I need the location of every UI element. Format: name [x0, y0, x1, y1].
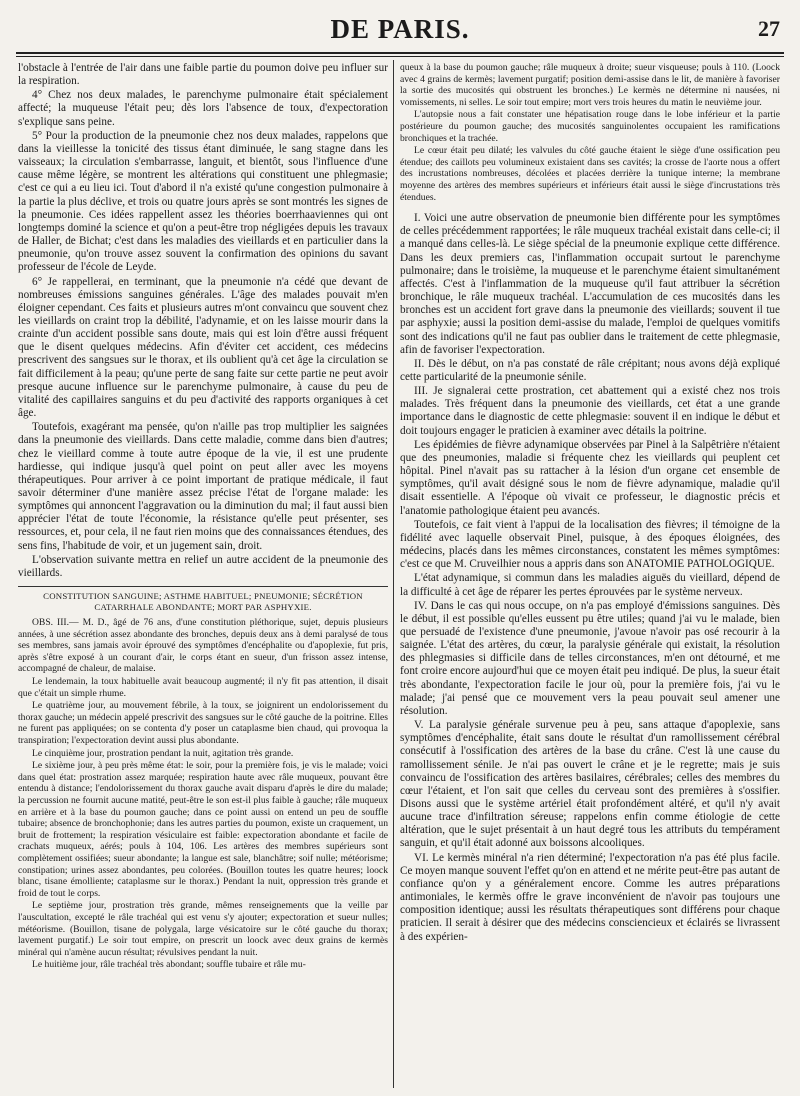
- paragraph: L'observation suivante mettra en relief un autre accident de la pneumonie des vieillards.: [18, 553, 388, 579]
- paragraph: 6° Je rappellerai, en terminant, que la pneumonie n'a cédé que devant de nombreuses émissions sanguines générales. L'âge des malades pouvait m'en éloigner cependant. Ces faits et plusieurs autres m'ont convaincu que souvent chez les vieillards on craint trop la débilité, l'adynamie, et on les laisse mourir dans la crainte d'un accident possible sans doute, mais qui est loin d'être aussi fréquent que le disent quelques médecins. Afin d'éviter cet accident, ces médecins prescrivent des sangsues sur le thorax, et ils oublient qu'à cet âge la circulation se fait difficilement à la peau; qu'une perte de sang faite sur cette partie ne peut avoir presque aucune influence sur le parenchyme pulmonaire, à cause du peu de vitalité des capillaires sanguins et du peu d'activité des rapports organiques à cet âge.: [18, 275, 388, 420]
- paragraph: I. Voici une autre observation de pneumonie bien différente pour les symptômes de celles précédemment rapportées; le râle muqueux trachéal existait dans celle-ci; il a manqué dans celles-là. Le siège spécial de la pneumonie explique cette différence. Dans les deux premiers cas, l'inflammation occupait surtout le parenchyme pulmonaire; dans le troisième, la muqueuse et le parenchyme étaient simultanément affectés. C'est à l'inflammation de la muqueuse qu'il faut attribuer la sécrétion bronchique, le râle muqueux trachéal. L'accumulation de ces mucosités dans les bronches est un accident fort grave dans la pneumonie des vieillards; souvent il tue par asphyxie; aussi la position demi-assise du malade, l'emploi de quelques vomitifs sont des indications qu'il ne faut pas oublier dans le traitement de cette phlegmasie, afin de favoriser l'expectoration.: [400, 212, 780, 356]
- paragraph: Le septième jour, prostration très grande, mêmes renseignements que la veille par l'auscultation, excepté le râle trachéal qui est venu s'y ajouter; expectoration et sueur nulles; météorisme. (Bouillon, tisane de polygala, large vésicatoire sur le côté gauche du thorax; lavement purgatif.) Le soir tout empire, on prescrit un loock avec deux grains de kermès minéral qui n'amène aucun résultat; révulsives pendant la nuit.: [18, 900, 388, 958]
- paragraph: II. Dès le début, on n'a pas constaté de râle crépitant; nous avons déjà expliqué cette particularité de la pneumonie sénile.: [400, 357, 780, 383]
- paragraph: Le sixième jour, à peu près même état: le soir, pour la première fois, je vis le malade; voici dans quel état: prostration assez marquée; respiration haute avec râle muqueux, pouvant être entendu à distance; l'endolorissement du thorax gauche avait disparu d'après le dire du malade; la percussion ne fournit aucune matité, peut-être le son est-il plus faible à gauche; râle muqueux en arrière et à la base du poumon gauche; dans ce point aussi on entend un peu de souffle tubaire; absence de bronchophonie; dans les autres parties du poumon, existe un craquement, un bruit de frottement; la respiration vésiculaire est faible: expectoration abondante et facile de crachats muqueux, aérés; pouls à 104, 106. Les artères des membres supérieurs sont complètement ossifiées; sueur abondante; la langue est sale, blanchâtre; soif nulle; météorisme; constipation; urines assez abondantes, peu colorées. (Bouillon toutes les quatre heures; loock blanc, tisane émolliente; cataplasme sur le thorax.) Pendant la nuit, oppression très grande et froid de tout le corps.: [18, 760, 388, 899]
- paragraph: Le cinquième jour, prostration pendant la nuit, agitation très grande.: [32, 747, 294, 759]
- paragraph: L'autopsie nous a fait constater une hépatisation rouge dans le lobe inférieur et la partie postérieure du poumon gauche; des mucosités sanguinolentes occupaient les ramifications bronchiques et la trachée.: [400, 109, 780, 144]
- paragraph: l'obstacle à l'entrée de l'air dans une faible partie du poumon doive peu influer sur la respiration.: [18, 62, 388, 88]
- paragraph: VI. Le kermès minéral n'a rien déterminé; l'expectoration n'a pas été plus facile. Ce moyen manque souvent l'effet qu'on en attend et ne mérite peut-être pas autant de confiance qu'on y a généralement encore. Comme les autres préparations antimoniales, le kermès offre le grave inconvénient de n'avoir pas toujours une composition identique; aussi les résultats thérapeutiques sont différens pour chaque praticien. Il serait à désirer que des médecins consciencieux et éclairés se livrassent à des expérien-: [400, 851, 780, 943]
- paragraph: 4° Chez nos deux malades, le parenchyme pulmonaire était spécialement affecté; la muqueuse l'était peu; dès lors l'absence de toux, d'expectoration s'explique sans peine.: [18, 89, 388, 128]
- observation-heading: CONSTITUTION SANGUINE; ASTHME HABITUEL; PNEUMONIE; SÉCRÉTION CATARRHALE ABONDANTE; MORT PAR ASPHYXIE.: [18, 586, 388, 613]
- paragraph: Le quatrième jour, au mouvement fébrile, à la toux, se joignirent un endolorissement du thorax gauche; un médecin appelé prescrivit des sangsues sur le côté gauche de la poitrine. Elles ne furent pas appliquées; on se contenta d'y poser un cataplasme bien chaud, qui provoqua la transpiration; l'expectoration devint aussi plus abondante.: [18, 700, 388, 747]
- paragraph-gap: [400, 204, 780, 212]
- header-rule-thin: [16, 56, 784, 57]
- paragraph: 5° Pour la production de la pneumonie chez nos deux malades, rappelons que dans la vieillesse la tonicité des tissus étant diminuée, le sang stagne dans les vaisseaux; la circulation s'embarrasse, languit, et bientôt, sous l'influence d'une cause même légère, se montrent les altérations qui constituent une phlegmasie; c'est ce qui a eu lieu ici. Tout d'abord il n'a existé qu'une congestion pulmonaire à la partie la plus déclive, et trois ou quatre jours après se sont montrés les signes de la pneumonie. Ces idées rappellent assez les théories boerrhaaviennes qui ont longtemps dominé la science et qu'on a peut-être trop négligées depuis les travaux de Haller, de Bichat; c'est dans les maladies des vieillards et en particulier dans la pneumonie, qu'on trouve assez souvent la confirmation des opinions du savant professeur de l'école de Leyde.: [18, 129, 388, 274]
- right-column: [400, 62, 780, 1090]
- paragraph: Le huitième jour, râle trachéal très abondant; souffle tubaire et râle mu-: [32, 959, 306, 971]
- header-rule: [16, 52, 784, 54]
- paragraph: OBS. III.— M. D., âgé de 76 ans, d'une constitution pléthorique, sujet, depuis plusieurs années, à une sécrétion assez abondante des bronches, depuis deux ans à demi paralysé de tous ses membres, sans jamais avoir éprouvé des symptômes d'encéphalite ou d'apoplexie, fut pris, après s'être exposé à un courant d'air, le corps étant en sueur, d'un frisson assez intense, accompagné de chaleur, de malaise.: [18, 617, 388, 675]
- paragraph: L'état adynamique, si commun dans les maladies aiguës du vieillard, dépend de la difficulté à cet âge de réparer les pertes éprouvées par le système nerveux.: [400, 572, 780, 598]
- paragraph: Le lendemain, la toux habituelle avait beaucoup augmenté; il n'y fit pas attention, il disait que c'était un simple rhume.: [18, 676, 388, 699]
- paragraph: queux à la base du poumon gauche; râle muqueux à droite; sueur visqueuse; pouls à 110. (Loock avec 4 grains de kermès; lavement purgatif; position demi-assise dans le lit, de manière à favoriser la sortie des mucosités qui obstruent les bronches.) Le kermès ne détermine ni nausées, ni vomissements, ni selles. Le soir tout empire; mort vers trois heures du matin le neuvième jour.: [400, 62, 780, 108]
- paragraph: Toutefois, ce fait vient à l'appui de la localisation des fièvres; il témoigne de la fidélité avec laquelle observait Pinel, puisque, à des époques éloignées, des médecins, placés dans les mêmes circonstances, constatent les mêmes symptômes: c'est ce que M. Cruveilhier nous a appris dans son ANATOMIE PATHOLOGIQUE.: [400, 518, 780, 571]
- page-header: [0, 0, 800, 60]
- paragraph: IV. Dans le cas qui nous occupe, on n'a pas employé d'émissions sanguines. Dès le début, il est possible qu'elles eussent pu être utiles; quand j'ai vu le malade, bien que persuadé de l'existence d'une pneumonie, j'avoue n'avoir pas osé recourir à la saignée. L'état des artères, du cœur, la paralysie générale qui existait, la résolution des phlegmasies si difficile dans de telles circonstances, m'en ont détourné, et me font croire encore aujourd'hui que ce moyen était peu indiqué. De plus, la sueur était très abondante, l'expectoration facile le jour où, pour la première fois, j'ai vu le malade; j'ai pensé que ce mouvement vers la peau pouvait seul amener une résolution.: [400, 599, 780, 717]
- paragraph: Les épidémies de fièvre adynamique observées par Pinel à la Salpêtrière n'étaient que des pneumonies, maladie si fréquente chez les vieillards qui peuplent cet hôpital. Pinel n'avait pas su rattacher à la lésion d'un organe cet ensemble de symptômes, qu'il avait désigné sous le nom de fièvre adynamique, maladie qu'il disait essentielle. A l'époque où vivait ce professeur, le diagnostic précis et l'anatomie pathologique étaient peu avancés.: [400, 438, 780, 517]
- running-title: DE PARIS.: [330, 14, 470, 44]
- column-divider: [393, 60, 394, 1088]
- left-column: [18, 62, 388, 1090]
- paragraph: III. Je signalerai cette prostration, cet abattement qui a existé chez nos trois malades. Très fréquent dans la pneumonie des vieillards, cet état a une grande importance dans le diagnostic de cette phlegmasie: souvent il en indique le début et doit toujours engager le praticien à examiner avec détails la poitrine.: [400, 385, 780, 437]
- page-number: 27: [758, 16, 780, 41]
- paragraph: Le cœur était peu dilaté; les valvules du côté gauche étaient le siège d'une ossification peu étendue; des caillots peu volumineux existaient dans ses cavités; la crosse de l'aorte nous a offert des incrustations nombreuses, décolées et placées derrière la tunique interne; la membrane moyenne des artères des membres supérieurs et inférieurs était aussi le siège d'incrustations très étendues.: [400, 145, 780, 203]
- paragraph: Toutefois, exagérant ma pensée, qu'on n'aille pas trop multiplier les saignées dans la pneumonie des vieillards. Dans cette maladie, comme dans bien d'autres; chez le vieillard comme à toute autre époque de la vie, il est une prudente hardiesse, qui indique jusqu'à quel point on peut aller avec les moyens thérapeutiques. Pour arriver à ce point important de pratique médicale, il faut savoir déterminer d'une manière assez précise l'état de l'organe malade: les symptômes qui annoncent l'aggravation ou la diminution du mal; il faut aussi bien apprécier l'état de toute l'économie, la résistance qu'elle peut présenter, ses ressources, et, pour cela, il ne faut rien moins que des connaissances étendues, des sens fins, l'habitude de voir, et un jugement sain, droit.: [18, 421, 388, 552]
- paragraph: V. La paralysie générale survenue peu à peu, sans attaque d'apoplexie, sans symptômes d'encéphalite, était sans doute le résultat d'un ramollissement cérébral consécutif à l'ossification des artères de la base du crâne. C'est là une cause du ramollissement sénile. Je n'ai pas ouvert le crâne et je le regrette; mais je suis convaincu de l'ossification des artères basilaires, cérébrales; celles des membres du cœur l'étaient, et l'on sait que celles du cerveau sont des premières à s'ossifier. Disons aussi que le système artériel était profondément altéré, et qu'il n'y avait aucune trace d'infiltration séreuse; rappelons enfin comme étiologie de cette altération, que le sujet présentait à un haut degré tous les attributs du tempérament sanguin, et qu'il était adonné aux boissons alcooliques.: [400, 719, 780, 850]
